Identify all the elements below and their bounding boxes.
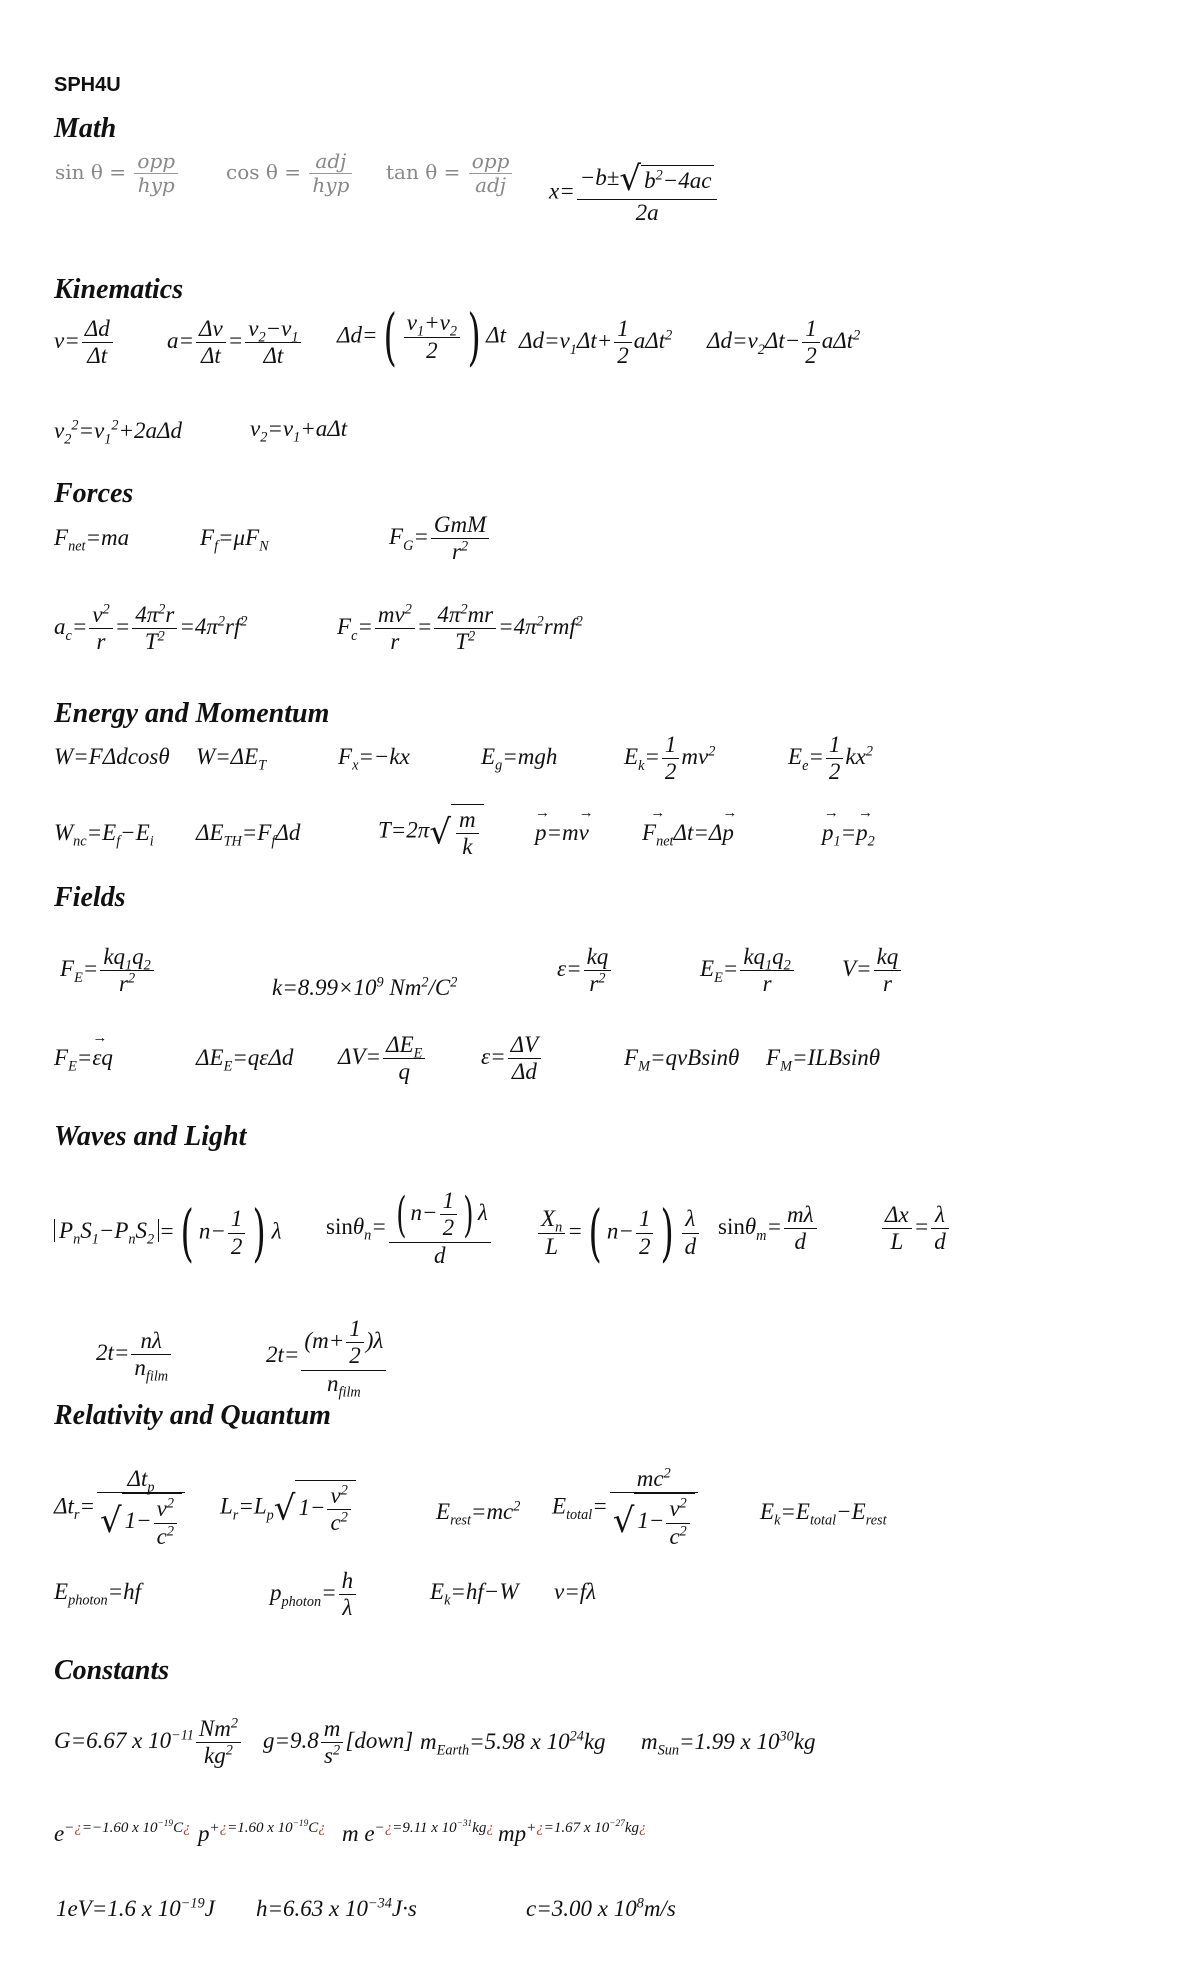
photon-momentum-formula: $p_{photon}=$ $\frac{h}{\lambda}$ <box>270 1568 358 1622</box>
magnetic-force-charge-formula: $F_M=qvBsin\theta$ <box>624 1045 740 1075</box>
tangent-formula <box>386 150 514 197</box>
planck-constant: h=6.63 x $10^{-34}J\cdot s$ <box>256 1895 417 1921</box>
quadratic-formula: x= $\frac{-b\pm√ b^2-4ac}{2a}$ <box>549 160 719 227</box>
tangent-label: tan θ = <box>386 160 461 184</box>
heading-relativity: Relativity and Quantum <box>54 1400 331 1431</box>
length-contraction-formula: $L_r=L_p√$ 1− $\frac{v^2}{c^2}$ <box>220 1480 356 1537</box>
electric-potential-energy-formula: $E_E=$ $\frac{kq_1q_2}{r}$ <box>700 944 796 998</box>
displacement-average-formula: Δd=( $\frac{v_1+v_2}{2}$ ) Δt <box>337 300 507 373</box>
uniform-field-formula: ε= $\frac{\Delta V}{\Delta d}$ <box>481 1032 543 1086</box>
net-force-formula: $F_{net}=ma$ <box>54 525 130 555</box>
nodal-angle-formula: sinθ$_n$= ( n− $\frac{1}{2}$ ) λ d <box>326 1188 493 1269</box>
proton-mass: $mp^{+¿=1.67 x 10^{-27}kg¿}$ <box>498 1819 647 1846</box>
electric-force-field-formula: $F_E=\to \varepsilon q$ <box>54 1046 113 1069</box>
path-difference-formula: $P_nS_1-P_nS_2$ =( n− $\frac{1}{2}$ ) λ <box>54 1202 282 1264</box>
heading-fields: Fields <box>54 882 126 913</box>
displacement-v1-formula: $\Delta d=v_1\Delta t+$ $\frac{1}{2}$ aΔt$^2$ <box>519 316 673 369</box>
heading-math: Math <box>54 113 117 144</box>
sine-numerator: opp <box>137 149 176 173</box>
photon-energy-formula: $E_{photon}=hf$ <box>54 1579 142 1609</box>
proton-charge: $p^{+¿=1.60 x 10^{-19}C¿}$ <box>198 1819 326 1846</box>
electric-potential-formula: V= $\frac{kq}{r}$ <box>842 944 903 998</box>
nodal-position-formula: $\frac{X_n}{L}$ =( n− $\frac{1}{2}$ ) $\frac{\lambda}{d}$ <box>536 1202 701 1264</box>
centripetal-force-formula: $F_c=$ $\frac{mv^2}{r}$ = $\frac{4\pi^2mr}{T^2}$ $=4\pi^2rmf^2$ <box>337 601 583 655</box>
electric-field-formula: ε= $\frac{kq}{r^2}$ <box>557 944 613 998</box>
electron-volt: 1eV=1.6 x $10^{-19}J$ <box>56 1895 215 1921</box>
centripetal-acceleration-formula: $a_c=$ $\frac{v^2}{r}$ = $\frac{4\pi^2r}{T^2}$ $=4\pi^2rf^2$ <box>54 601 248 655</box>
sine-denominator: hyp <box>137 173 175 197</box>
gravitation-formula: $F_G=$ $\frac{\text{GmM}}{r^2}$ <box>389 512 491 566</box>
momentum-formula: → p=m→ v <box>535 821 589 844</box>
nonconservative-work-formula: $W_{nc}=E_f-E_i$ <box>54 820 154 850</box>
grating-formula: sinθ$_m$= $\frac{m\lambda}{d}$ <box>718 1202 819 1256</box>
course-code: SPH4U <box>54 74 121 96</box>
tangent-denominator: adj <box>475 173 507 197</box>
velocity-squared-formula: $v_2^2=v_1^2+2a\Delta d$ <box>54 417 182 448</box>
impulse-formula: → $F_{net}\Delta t=\Delta\to p$ <box>642 821 734 844</box>
kinetic-energy-formula: $E_k=$ $\frac{1}{2}$ $mv^2$ <box>624 732 716 785</box>
potential-difference-formula: ΔV= $\frac{\Delta E_E}{q}$ <box>338 1032 427 1086</box>
cosine-label: cos θ = <box>226 160 302 184</box>
coulombs-law-formula: $F_E=$ $\frac{kq_1q_2}{r^2}$ <box>60 944 156 998</box>
tangent-numerator: opp <box>471 149 510 173</box>
elastic-energy-formula: $E_e=$ $\frac{1}{2}$ $kx^2$ <box>788 732 873 785</box>
speed-of-light: c=3.00 x $10^8m/s$ <box>526 1895 676 1921</box>
magnetic-force-wire-formula: $F_M=ILBsin\theta$ <box>766 1045 881 1075</box>
work-formula: W=FΔdcosθ <box>54 744 170 769</box>
final-velocity-formula: $v_2=v_1+a\Delta t$ <box>250 416 348 446</box>
period-spring-formula: T=2π√ $\frac{m}{k}$ <box>378 804 484 861</box>
photoelectric-formula: $E_k=hf-W$ <box>430 1579 519 1609</box>
acceleration-formula: a= $\frac{\Delta v}{\Delta t}$ = $\frac{v_2-v_1}{\Delta t}$ <box>167 316 303 370</box>
earth-mass: $m_{Earth}=5.98$ x $10^{24}kg$ <box>420 1728 606 1759</box>
cosine-formula <box>226 150 354 197</box>
rest-energy-formula: $E_{rest}=mc^2$ <box>436 1498 521 1529</box>
coulomb-constant: $k=8.99\times 10^9$ $Nm^2/C^2$ <box>272 974 458 1000</box>
conservation-momentum-formula: → $p_1=\to p_2$ <box>822 821 875 844</box>
thermal-energy-formula: $\Delta E_{TH}=F_f\Delta d$ <box>196 820 301 850</box>
work-energy-formula: $W=\Delta E_T$ <box>196 744 267 774</box>
sine-formula <box>55 150 180 197</box>
potential-energy-change-formula: $\Delta E_E=q\varepsilon\Delta d$ <box>196 1045 294 1075</box>
cosine-denominator: hyp <box>312 173 350 197</box>
fringe-spacing-formula: $\frac{\Delta x}{L}$ = $\frac{\lambda}{d}$ <box>880 1202 951 1256</box>
friction-formula: $F_f=\mu F_N$ <box>200 525 269 555</box>
sine-label: sin θ = <box>55 160 127 184</box>
gravity-acceleration: g=9.8 $\frac{m}{s^2}$ [down] <box>263 1716 414 1769</box>
gravitational-constant: G=6.67 x $10^{-11}$ $\frac{Nm^2}{kg^2}$ <box>54 1716 243 1770</box>
heading-waves: Waves and Light <box>54 1121 247 1152</box>
total-energy-formula: $E_{total}=$ $mc^2$ √ 1− $\frac{v^2}{c^2}$ <box>552 1466 700 1550</box>
hookes-law-formula: $F_x=-kx$ <box>338 744 410 774</box>
heading-constants: Constants <box>54 1655 170 1686</box>
wave-equation-formula: v=fλ <box>554 1579 597 1604</box>
thin-film-constructive-formula: 2t= (m+ $\frac{1}{2}$ )λ $n_{film}$ <box>266 1316 388 1397</box>
heading-energy: Energy and Momentum <box>54 698 330 729</box>
thin-film-destructive-formula: 2t= $\frac{n\lambda}{n_{film}}$ <box>96 1328 173 1382</box>
electron-mass: m $e^{-¿=9.11 x 10^{-31}kg¿}$ <box>342 1819 494 1846</box>
heading-forces: Forces <box>54 478 134 509</box>
electron-charge: $e^{-¿=-1.60 x 10^{-19}C¿}$ <box>54 1819 191 1846</box>
gravitational-potential-formula: $E_g=mgh$ <box>481 744 558 774</box>
time-dilation-formula: $\Delta t_r=$ $\Delta t_p$ √ 1− $\frac{v^2}{c^2}$ <box>54 1466 187 1550</box>
relativistic-kinetic-energy-formula: $E_k=E_{total}-E_{rest}$ <box>760 1499 887 1529</box>
displacement-v2-formula: $\Delta d=v_2\Delta t-$ $\frac{1}{2}$ aΔt$^2$ <box>707 316 861 369</box>
sun-mass: $m_{Sun}=1.99$ x $10^{30}kg$ <box>641 1728 816 1759</box>
heading-kinematics: Kinematics <box>54 274 184 305</box>
velocity-formula: v= $\frac{\Delta d}{\Delta t}$ <box>54 316 115 370</box>
cosine-numerator: adj <box>315 149 347 173</box>
